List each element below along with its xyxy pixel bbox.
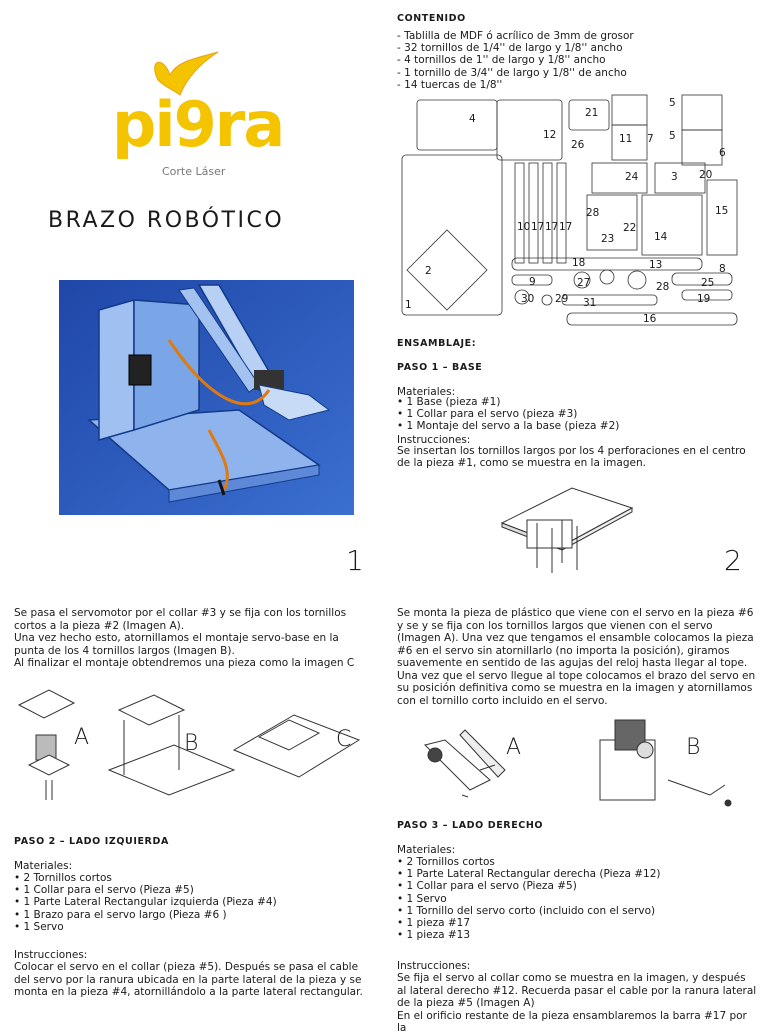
list-item: - 32 tornillos de 1/4'' de largo y 1/8'' ancho <box>397 42 757 54</box>
list-item: - Tablilla de MDF ó acrílico de 3mm de grosor <box>397 30 757 42</box>
list-item: • 2 Tornillos cortos <box>397 856 757 868</box>
logo-subtitle: Corte Láser <box>162 165 226 178</box>
part-label: 7 <box>647 133 654 145</box>
part-label: 21 <box>585 107 599 119</box>
part-label: 29 <box>555 293 569 305</box>
part-label: 31 <box>583 297 597 309</box>
paso2-heading: PASO 2 – LADO IZQUIERDA <box>14 836 169 847</box>
paso1-materiales-list <box>397 396 757 433</box>
part-label: 19 <box>697 293 711 305</box>
part-label: 3 <box>671 171 678 183</box>
part-label: 28 <box>656 281 670 293</box>
ensamblaje-heading: ENSAMBLAJE: <box>397 338 477 349</box>
part-label: 5 <box>669 130 676 142</box>
part-label: 20 <box>699 169 713 181</box>
part-label: 30 <box>521 293 535 305</box>
servo-horn-images <box>410 715 755 810</box>
part-label: 17 <box>531 221 545 233</box>
part-label: 17 <box>545 221 559 233</box>
list-item: • 1 Collar para el servo (Pieza #5) <box>397 880 757 892</box>
part-label: 18 <box>572 257 586 269</box>
part-label: 28 <box>586 207 600 219</box>
page-number-1: 1 <box>346 544 364 577</box>
image-label-a: A <box>506 735 522 760</box>
contenido-list <box>397 30 757 91</box>
list-item: • 1 Servo <box>14 921 374 933</box>
paso1-instrucciones-label: Instrucciones: <box>397 434 471 446</box>
list-item: • 1 Tornillo del servo corto (incluido con el servo) <box>397 905 757 917</box>
paso3-heading: PASO 3 – LADO DERECHO <box>397 820 544 831</box>
part-label: 4 <box>469 113 476 125</box>
logo <box>108 50 284 190</box>
list-item: • 1 pieza #13 <box>397 929 757 941</box>
list-item: • 1 Collar para el servo (pieza #3) <box>397 408 757 420</box>
paso1-cont-text: Se pasa el servomotor por el collar #3 y se fija con los tornillos cortos a la pieza #2 (Imagen A). Una vez hecho esto, atornillamos el montaje servo-base en la punta de los 4 tornillos largos (Imagen B). Al finalizar el montaje obtendremos una pieza como la imagen C <box>14 607 355 669</box>
part-label: 8 <box>719 263 726 275</box>
image-label-b: B <box>184 731 199 756</box>
part-label: 27 <box>577 277 591 289</box>
list-item: - 14 tuercas de 1/8'' <box>397 79 757 91</box>
paso1-instrucciones: Se insertan los tornillos largos por los 4 perforaciones en el centro de la pieza #1, como se muestra en la imagen. <box>397 445 746 469</box>
part-label: 9 <box>529 276 536 288</box>
part-label: 17 <box>559 221 573 233</box>
logo-wordmark: pi9ra <box>112 88 284 161</box>
part-label: 11 <box>619 133 633 145</box>
part-label: 6 <box>719 147 726 159</box>
assembly-images-abc <box>14 685 374 815</box>
page-number-2: 2 <box>724 544 742 577</box>
paso3-instrucciones: Se fija el servo al collar como se muestra en la imagen, y después al lateral derecho #12. Recuerda pasar el cable por la ranura lateral de la pieza #5 (Imagen A) En el orificio restante de la pieza ensamblaremos la barra #17 por la <box>397 972 757 1034</box>
contenido-heading: CONTENIDO <box>397 13 466 24</box>
list-item: • 1 Parte Lateral Rectangular izquierda (Pieza #4) <box>14 896 374 908</box>
paso2-materiales-label: Materiales: <box>14 860 73 872</box>
part-label: 26 <box>571 139 585 151</box>
paso3-materiales-label: Materiales: <box>397 844 456 856</box>
paso1-heading: PASO 1 – BASE <box>397 362 483 373</box>
part-label: 12 <box>543 129 557 141</box>
paso3-materiales-list <box>397 856 757 941</box>
list-item: • 1 Parte Lateral Rectangular derecha (Pieza #12) <box>397 868 757 880</box>
part-label: 14 <box>654 231 668 243</box>
robot-arm-image <box>59 280 354 515</box>
part-label: 2 <box>425 265 432 277</box>
part-label: 16 <box>643 313 657 325</box>
part-label: 25 <box>701 277 715 289</box>
part-label: 1 <box>405 299 412 311</box>
part-label: 5 <box>669 97 676 109</box>
list-item: • 1 pieza #17 <box>397 917 757 929</box>
servo-horn-text: Se monta la pieza de plástico que viene con el servo en la pieza #6 y se y se fija con los tornillos largos que vienen con el servo (Imagen A). Una vez que tengamos el ensamble colocamos la pieza #6 en el servo sin atornillarlo (no importa la posición), giramos suavemente en sentido de las agujas del reloj hasta llegar al tope. Una vez que el servo llegue al tope colocamos el brazo del servo en su posición definitiva como se muestra en la imagen y atornillamos con el tornillo corto incluido en el servo. <box>397 607 756 707</box>
part-label: 13 <box>649 259 663 271</box>
list-item: - 4 tornillos de 1'' de largo y 1/8'' ancho <box>397 54 757 66</box>
part-label: 22 <box>623 222 637 234</box>
list-item: • 1 Brazo para el servo largo (Pieza #6 ) <box>14 909 374 921</box>
image-label-c: C <box>336 727 352 752</box>
list-item: • 1 Base (pieza #1) <box>397 396 757 408</box>
paso2-instrucciones: Colocar el servo en el collar (pieza #5). Después se pasa el cable del servo por la ranura ubicada en la parte lateral de la pieza y se monta en la pieza #4, atornillándolo a la parte lateral rectangular. <box>14 961 363 998</box>
image-label-a: A <box>74 725 90 750</box>
paso2-materiales-list <box>14 872 374 933</box>
list-item: - 1 tornillo de 3/4'' de largo y 1/8'' de ancho <box>397 67 757 79</box>
page-title: BRAZO ROBÓTICO <box>48 208 285 233</box>
list-item: • 1 Montaje del servo a la base (pieza #2) <box>397 420 757 432</box>
base-screws-image <box>497 478 637 578</box>
part-label: 15 <box>715 205 729 217</box>
parts-layout-diagram <box>397 95 747 330</box>
part-label: 10 <box>517 221 531 233</box>
part-label: 24 <box>625 171 639 183</box>
image-label-b: B <box>686 735 701 760</box>
part-label: 23 <box>601 233 615 245</box>
list-item: • 1 Servo <box>397 893 757 905</box>
paso2-instrucciones-label: Instrucciones: <box>14 949 88 961</box>
list-item: • 1 Collar para el servo (Pieza #5) <box>14 884 374 896</box>
paso1-materiales-label: Materiales: <box>397 386 456 398</box>
list-item: • 2 Tornillos cortos <box>14 872 374 884</box>
paso3-instrucciones-label: Instrucciones: <box>397 960 471 972</box>
